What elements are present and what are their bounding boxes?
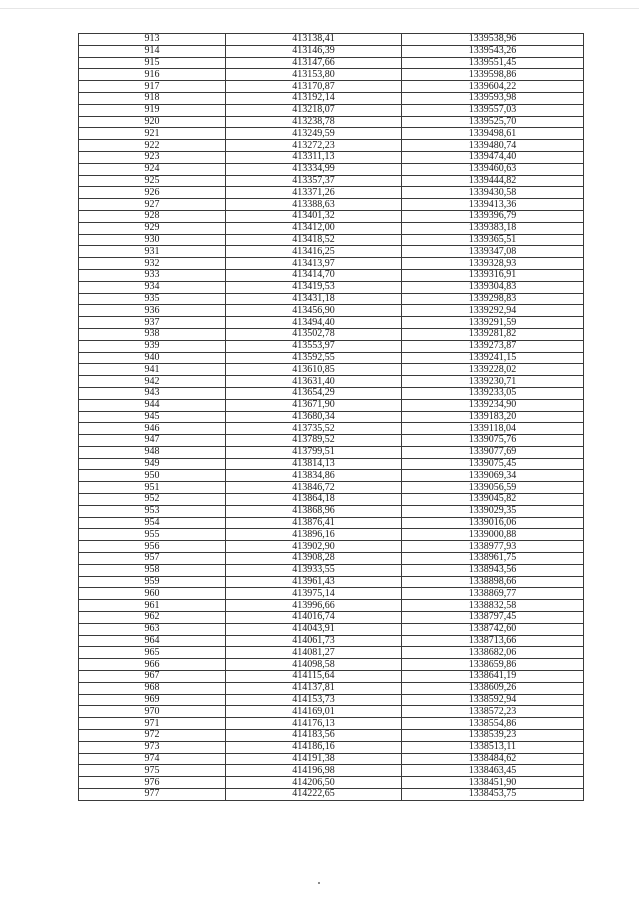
y-coordinate-cell: 1338961,75	[402, 553, 584, 565]
x-coordinate-cell: 413996,66	[226, 600, 402, 612]
x-coordinate-cell: 413357,37	[226, 175, 402, 187]
x-coordinate-cell: 413147,66	[226, 57, 402, 69]
coordinates-table	[78, 33, 584, 801]
y-coordinate-cell: 1339292,94	[402, 305, 584, 317]
x-coordinate-cell: 413610,85	[226, 364, 402, 376]
table-row	[79, 116, 584, 128]
y-coordinate-cell: 1339365,51	[402, 234, 584, 246]
table-row	[79, 789, 584, 801]
table-row	[79, 765, 584, 777]
table-row	[79, 258, 584, 270]
table-row	[79, 458, 584, 470]
point-number-cell: 977	[79, 789, 226, 801]
table-row	[79, 671, 584, 683]
point-number-cell: 959	[79, 576, 226, 588]
y-coordinate-cell: 1339075,76	[402, 435, 584, 447]
table-row	[79, 376, 584, 388]
table-row	[79, 151, 584, 163]
point-number-cell: 958	[79, 564, 226, 576]
x-coordinate-cell: 413414,70	[226, 269, 402, 281]
table-row	[79, 694, 584, 706]
point-number-cell: 954	[79, 517, 226, 529]
x-coordinate-cell: 413799,51	[226, 446, 402, 458]
table-row	[79, 45, 584, 57]
x-coordinate-cell: 413418,52	[226, 234, 402, 246]
table-row	[79, 741, 584, 753]
y-coordinate-cell: 1339328,93	[402, 258, 584, 270]
x-coordinate-cell: 413933,55	[226, 564, 402, 576]
y-coordinate-cell: 1338869,77	[402, 588, 584, 600]
point-number-cell: 969	[79, 694, 226, 706]
point-number-cell: 935	[79, 293, 226, 305]
point-number-cell: 963	[79, 623, 226, 635]
point-number-cell: 953	[79, 505, 226, 517]
point-number-cell: 921	[79, 128, 226, 140]
x-coordinate-cell: 413671,90	[226, 399, 402, 411]
point-number-cell: 952	[79, 494, 226, 506]
point-number-cell: 956	[79, 541, 226, 553]
table-row	[79, 553, 584, 565]
y-coordinate-cell: 1339598,86	[402, 69, 584, 81]
table-row	[79, 470, 584, 482]
point-number-cell: 950	[79, 470, 226, 482]
point-number-cell: 957	[79, 553, 226, 565]
y-coordinate-cell: 1339230,71	[402, 376, 584, 388]
table-row	[79, 753, 584, 765]
table-row	[79, 482, 584, 494]
x-coordinate-cell: 413153,80	[226, 69, 402, 81]
y-coordinate-cell: 1339525,70	[402, 116, 584, 128]
table-row	[79, 588, 584, 600]
x-coordinate-cell: 413864,18	[226, 494, 402, 506]
table-row	[79, 293, 584, 305]
x-coordinate-cell: 414137,81	[226, 682, 402, 694]
x-coordinate-cell: 413654,29	[226, 387, 402, 399]
y-coordinate-cell: 1339538,96	[402, 34, 584, 46]
x-coordinate-cell: 414169,01	[226, 706, 402, 718]
y-coordinate-cell: 1338453,75	[402, 789, 584, 801]
table-row	[79, 612, 584, 624]
y-coordinate-cell: 1339233,05	[402, 387, 584, 399]
y-coordinate-cell: 1338797,45	[402, 612, 584, 624]
x-coordinate-cell: 413431,18	[226, 293, 402, 305]
table-row	[79, 777, 584, 789]
table-row	[79, 92, 584, 104]
point-number-cell: 960	[79, 588, 226, 600]
y-coordinate-cell: 1338977,93	[402, 541, 584, 553]
point-number-cell: 968	[79, 682, 226, 694]
x-coordinate-cell: 413834,86	[226, 470, 402, 482]
x-coordinate-cell: 414081,27	[226, 647, 402, 659]
y-coordinate-cell: 1339241,15	[402, 352, 584, 364]
table-row	[79, 352, 584, 364]
y-coordinate-cell: 1339444,82	[402, 175, 584, 187]
x-coordinate-cell: 414222,65	[226, 789, 402, 801]
x-coordinate-cell: 413192,14	[226, 92, 402, 104]
table-row	[79, 269, 584, 281]
table-row	[79, 730, 584, 742]
y-coordinate-cell: 1339118,04	[402, 423, 584, 435]
point-number-cell: 924	[79, 163, 226, 175]
x-coordinate-cell: 414191,38	[226, 753, 402, 765]
x-coordinate-cell: 413412,00	[226, 222, 402, 234]
x-coordinate-cell: 413218,07	[226, 104, 402, 116]
y-coordinate-cell: 1338484,62	[402, 753, 584, 765]
point-number-cell: 965	[79, 647, 226, 659]
point-number-cell: 938	[79, 328, 226, 340]
point-number-cell: 932	[79, 258, 226, 270]
point-number-cell: 942	[79, 376, 226, 388]
y-coordinate-cell: 1339604,22	[402, 81, 584, 93]
table-row	[79, 623, 584, 635]
x-coordinate-cell: 414206,50	[226, 777, 402, 789]
x-coordinate-cell: 413975,14	[226, 588, 402, 600]
point-number-cell: 946	[79, 423, 226, 435]
y-coordinate-cell: 1339460,63	[402, 163, 584, 175]
x-coordinate-cell: 413238,78	[226, 116, 402, 128]
point-number-cell: 976	[79, 777, 226, 789]
coordinates-table-body	[79, 34, 584, 801]
x-coordinate-cell: 413419,53	[226, 281, 402, 293]
point-number-cell: 916	[79, 69, 226, 81]
x-coordinate-cell: 414183,56	[226, 730, 402, 742]
y-coordinate-cell: 1339273,87	[402, 340, 584, 352]
table-row	[79, 222, 584, 234]
table-row	[79, 494, 584, 506]
y-coordinate-cell: 1339291,59	[402, 317, 584, 329]
x-coordinate-cell: 413413,97	[226, 258, 402, 270]
y-coordinate-cell: 1339029,35	[402, 505, 584, 517]
y-coordinate-cell: 1339056,59	[402, 482, 584, 494]
table-row	[79, 446, 584, 458]
table-row	[79, 411, 584, 423]
y-coordinate-cell: 1339593,98	[402, 92, 584, 104]
y-coordinate-cell: 1338554,86	[402, 718, 584, 730]
point-number-cell: 920	[79, 116, 226, 128]
x-coordinate-cell: 413502,78	[226, 328, 402, 340]
y-coordinate-cell: 1339077,69	[402, 446, 584, 458]
y-coordinate-cell: 1338609,26	[402, 682, 584, 694]
y-coordinate-cell: 1339016,06	[402, 517, 584, 529]
x-coordinate-cell: 413138,41	[226, 34, 402, 46]
x-coordinate-cell: 413401,32	[226, 210, 402, 222]
point-number-cell: 948	[79, 446, 226, 458]
table-row	[79, 128, 584, 140]
x-coordinate-cell: 413456,90	[226, 305, 402, 317]
point-number-cell: 923	[79, 151, 226, 163]
x-coordinate-cell: 413876,41	[226, 517, 402, 529]
table-row	[79, 140, 584, 152]
y-coordinate-cell: 1338898,66	[402, 576, 584, 588]
table-row	[79, 435, 584, 447]
x-coordinate-cell: 413311,13	[226, 151, 402, 163]
x-coordinate-cell: 414043,91	[226, 623, 402, 635]
table-row	[79, 305, 584, 317]
x-coordinate-cell: 413961,43	[226, 576, 402, 588]
table-row	[79, 175, 584, 187]
x-coordinate-cell: 414098,58	[226, 659, 402, 671]
point-number-cell: 936	[79, 305, 226, 317]
table-row	[79, 423, 584, 435]
point-number-cell: 955	[79, 529, 226, 541]
point-number-cell: 915	[79, 57, 226, 69]
x-coordinate-cell: 414016,74	[226, 612, 402, 624]
point-number-cell: 973	[79, 741, 226, 753]
y-coordinate-cell: 1339298,83	[402, 293, 584, 305]
x-coordinate-cell: 414186,16	[226, 741, 402, 753]
x-coordinate-cell: 413896,16	[226, 529, 402, 541]
point-number-cell: 974	[79, 753, 226, 765]
point-number-cell: 914	[79, 45, 226, 57]
y-coordinate-cell: 1339474,40	[402, 151, 584, 163]
point-number-cell: 944	[79, 399, 226, 411]
y-coordinate-cell: 1338742,60	[402, 623, 584, 635]
x-coordinate-cell: 413868,96	[226, 505, 402, 517]
table-row	[79, 187, 584, 199]
table-row	[79, 364, 584, 376]
point-number-cell: 941	[79, 364, 226, 376]
y-coordinate-cell: 1339234,90	[402, 399, 584, 411]
table-row	[79, 104, 584, 116]
x-coordinate-cell: 413735,52	[226, 423, 402, 435]
x-coordinate-cell: 413494,40	[226, 317, 402, 329]
point-number-cell: 947	[79, 435, 226, 447]
y-coordinate-cell: 1338943,56	[402, 564, 584, 576]
table-row	[79, 541, 584, 553]
x-coordinate-cell: 414176,13	[226, 718, 402, 730]
y-coordinate-cell: 1339413,36	[402, 199, 584, 211]
y-coordinate-cell: 1338539,23	[402, 730, 584, 742]
table-row	[79, 399, 584, 411]
point-number-cell: 951	[79, 482, 226, 494]
table-row	[79, 682, 584, 694]
table-row	[79, 199, 584, 211]
point-number-cell: 940	[79, 352, 226, 364]
x-coordinate-cell: 413249,59	[226, 128, 402, 140]
point-number-cell: 945	[79, 411, 226, 423]
table-row	[79, 81, 584, 93]
y-coordinate-cell: 1339281,82	[402, 328, 584, 340]
point-number-cell: 937	[79, 317, 226, 329]
point-number-cell: 929	[79, 222, 226, 234]
table-row	[79, 281, 584, 293]
y-coordinate-cell: 1339543,26	[402, 45, 584, 57]
y-coordinate-cell: 1338832,58	[402, 600, 584, 612]
table-row	[79, 387, 584, 399]
y-coordinate-cell: 1338463,45	[402, 765, 584, 777]
y-coordinate-cell: 1339304,83	[402, 281, 584, 293]
point-number-cell: 931	[79, 246, 226, 258]
scan-speck	[318, 882, 320, 884]
y-coordinate-cell: 1338682,06	[402, 647, 584, 659]
y-coordinate-cell: 1338713,66	[402, 635, 584, 647]
table-row	[79, 69, 584, 81]
x-coordinate-cell: 413631,40	[226, 376, 402, 388]
table-row	[79, 635, 584, 647]
y-coordinate-cell: 1339498,61	[402, 128, 584, 140]
table-row	[79, 517, 584, 529]
table-row	[79, 317, 584, 329]
point-number-cell: 967	[79, 671, 226, 683]
y-coordinate-cell: 1339000,88	[402, 529, 584, 541]
table-row	[79, 647, 584, 659]
x-coordinate-cell: 413814,13	[226, 458, 402, 470]
x-coordinate-cell: 413146,39	[226, 45, 402, 57]
point-number-cell: 918	[79, 92, 226, 104]
point-number-cell: 913	[79, 34, 226, 46]
table-row	[79, 706, 584, 718]
table-row	[79, 564, 584, 576]
x-coordinate-cell: 414115,64	[226, 671, 402, 683]
y-coordinate-cell: 1338451,90	[402, 777, 584, 789]
point-number-cell: 917	[79, 81, 226, 93]
table-row	[79, 234, 584, 246]
point-number-cell: 964	[79, 635, 226, 647]
point-number-cell: 949	[79, 458, 226, 470]
y-coordinate-cell: 1339228,02	[402, 364, 584, 376]
table-row	[79, 210, 584, 222]
y-coordinate-cell: 1338592,94	[402, 694, 584, 706]
table-row	[79, 246, 584, 258]
point-number-cell: 939	[79, 340, 226, 352]
point-number-cell: 966	[79, 659, 226, 671]
point-number-cell: 933	[79, 269, 226, 281]
x-coordinate-cell: 413908,28	[226, 553, 402, 565]
point-number-cell: 928	[79, 210, 226, 222]
y-coordinate-cell: 1339183,20	[402, 411, 584, 423]
x-coordinate-cell: 413388,63	[226, 199, 402, 211]
point-number-cell: 922	[79, 140, 226, 152]
y-coordinate-cell: 1339430,58	[402, 187, 584, 199]
y-coordinate-cell: 1339316,91	[402, 269, 584, 281]
x-coordinate-cell: 414153,73	[226, 694, 402, 706]
point-number-cell: 975	[79, 765, 226, 777]
x-coordinate-cell: 413846,72	[226, 482, 402, 494]
point-number-cell: 971	[79, 718, 226, 730]
point-number-cell: 962	[79, 612, 226, 624]
point-number-cell: 925	[79, 175, 226, 187]
table-row	[79, 505, 584, 517]
x-coordinate-cell: 413334,99	[226, 163, 402, 175]
x-coordinate-cell: 413272,23	[226, 140, 402, 152]
table-row	[79, 718, 584, 730]
x-coordinate-cell: 414061,73	[226, 635, 402, 647]
table-row	[79, 328, 584, 340]
table-row	[79, 57, 584, 69]
y-coordinate-cell: 1339069,34	[402, 470, 584, 482]
y-coordinate-cell: 1338513,11	[402, 741, 584, 753]
table-row	[79, 163, 584, 175]
table-row	[79, 529, 584, 541]
point-number-cell: 934	[79, 281, 226, 293]
y-coordinate-cell: 1339557,03	[402, 104, 584, 116]
y-coordinate-cell: 1338572,23	[402, 706, 584, 718]
y-coordinate-cell: 1339045,82	[402, 494, 584, 506]
point-number-cell: 919	[79, 104, 226, 116]
x-coordinate-cell: 413371,26	[226, 187, 402, 199]
x-coordinate-cell: 413170,87	[226, 81, 402, 93]
page-top-edge	[0, 8, 639, 9]
y-coordinate-cell: 1339383,18	[402, 222, 584, 234]
x-coordinate-cell: 413592,55	[226, 352, 402, 364]
y-coordinate-cell: 1339480,74	[402, 140, 584, 152]
x-coordinate-cell: 413789,52	[226, 435, 402, 447]
y-coordinate-cell: 1339396,79	[402, 210, 584, 222]
y-coordinate-cell: 1338641,19	[402, 671, 584, 683]
point-number-cell: 943	[79, 387, 226, 399]
y-coordinate-cell: 1338659,86	[402, 659, 584, 671]
point-number-cell: 926	[79, 187, 226, 199]
x-coordinate-cell: 414196,98	[226, 765, 402, 777]
point-number-cell: 927	[79, 199, 226, 211]
point-number-cell: 930	[79, 234, 226, 246]
x-coordinate-cell: 413902,90	[226, 541, 402, 553]
x-coordinate-cell: 413416,25	[226, 246, 402, 258]
y-coordinate-cell: 1339075,45	[402, 458, 584, 470]
x-coordinate-cell: 413553,97	[226, 340, 402, 352]
table-row	[79, 576, 584, 588]
x-coordinate-cell: 413680,34	[226, 411, 402, 423]
point-number-cell: 972	[79, 730, 226, 742]
y-coordinate-cell: 1339347,08	[402, 246, 584, 258]
table-row	[79, 600, 584, 612]
y-coordinate-cell: 1339551,45	[402, 57, 584, 69]
table-row	[79, 34, 584, 46]
table-row	[79, 340, 584, 352]
point-number-cell: 961	[79, 600, 226, 612]
table-row	[79, 659, 584, 671]
point-number-cell: 970	[79, 706, 226, 718]
